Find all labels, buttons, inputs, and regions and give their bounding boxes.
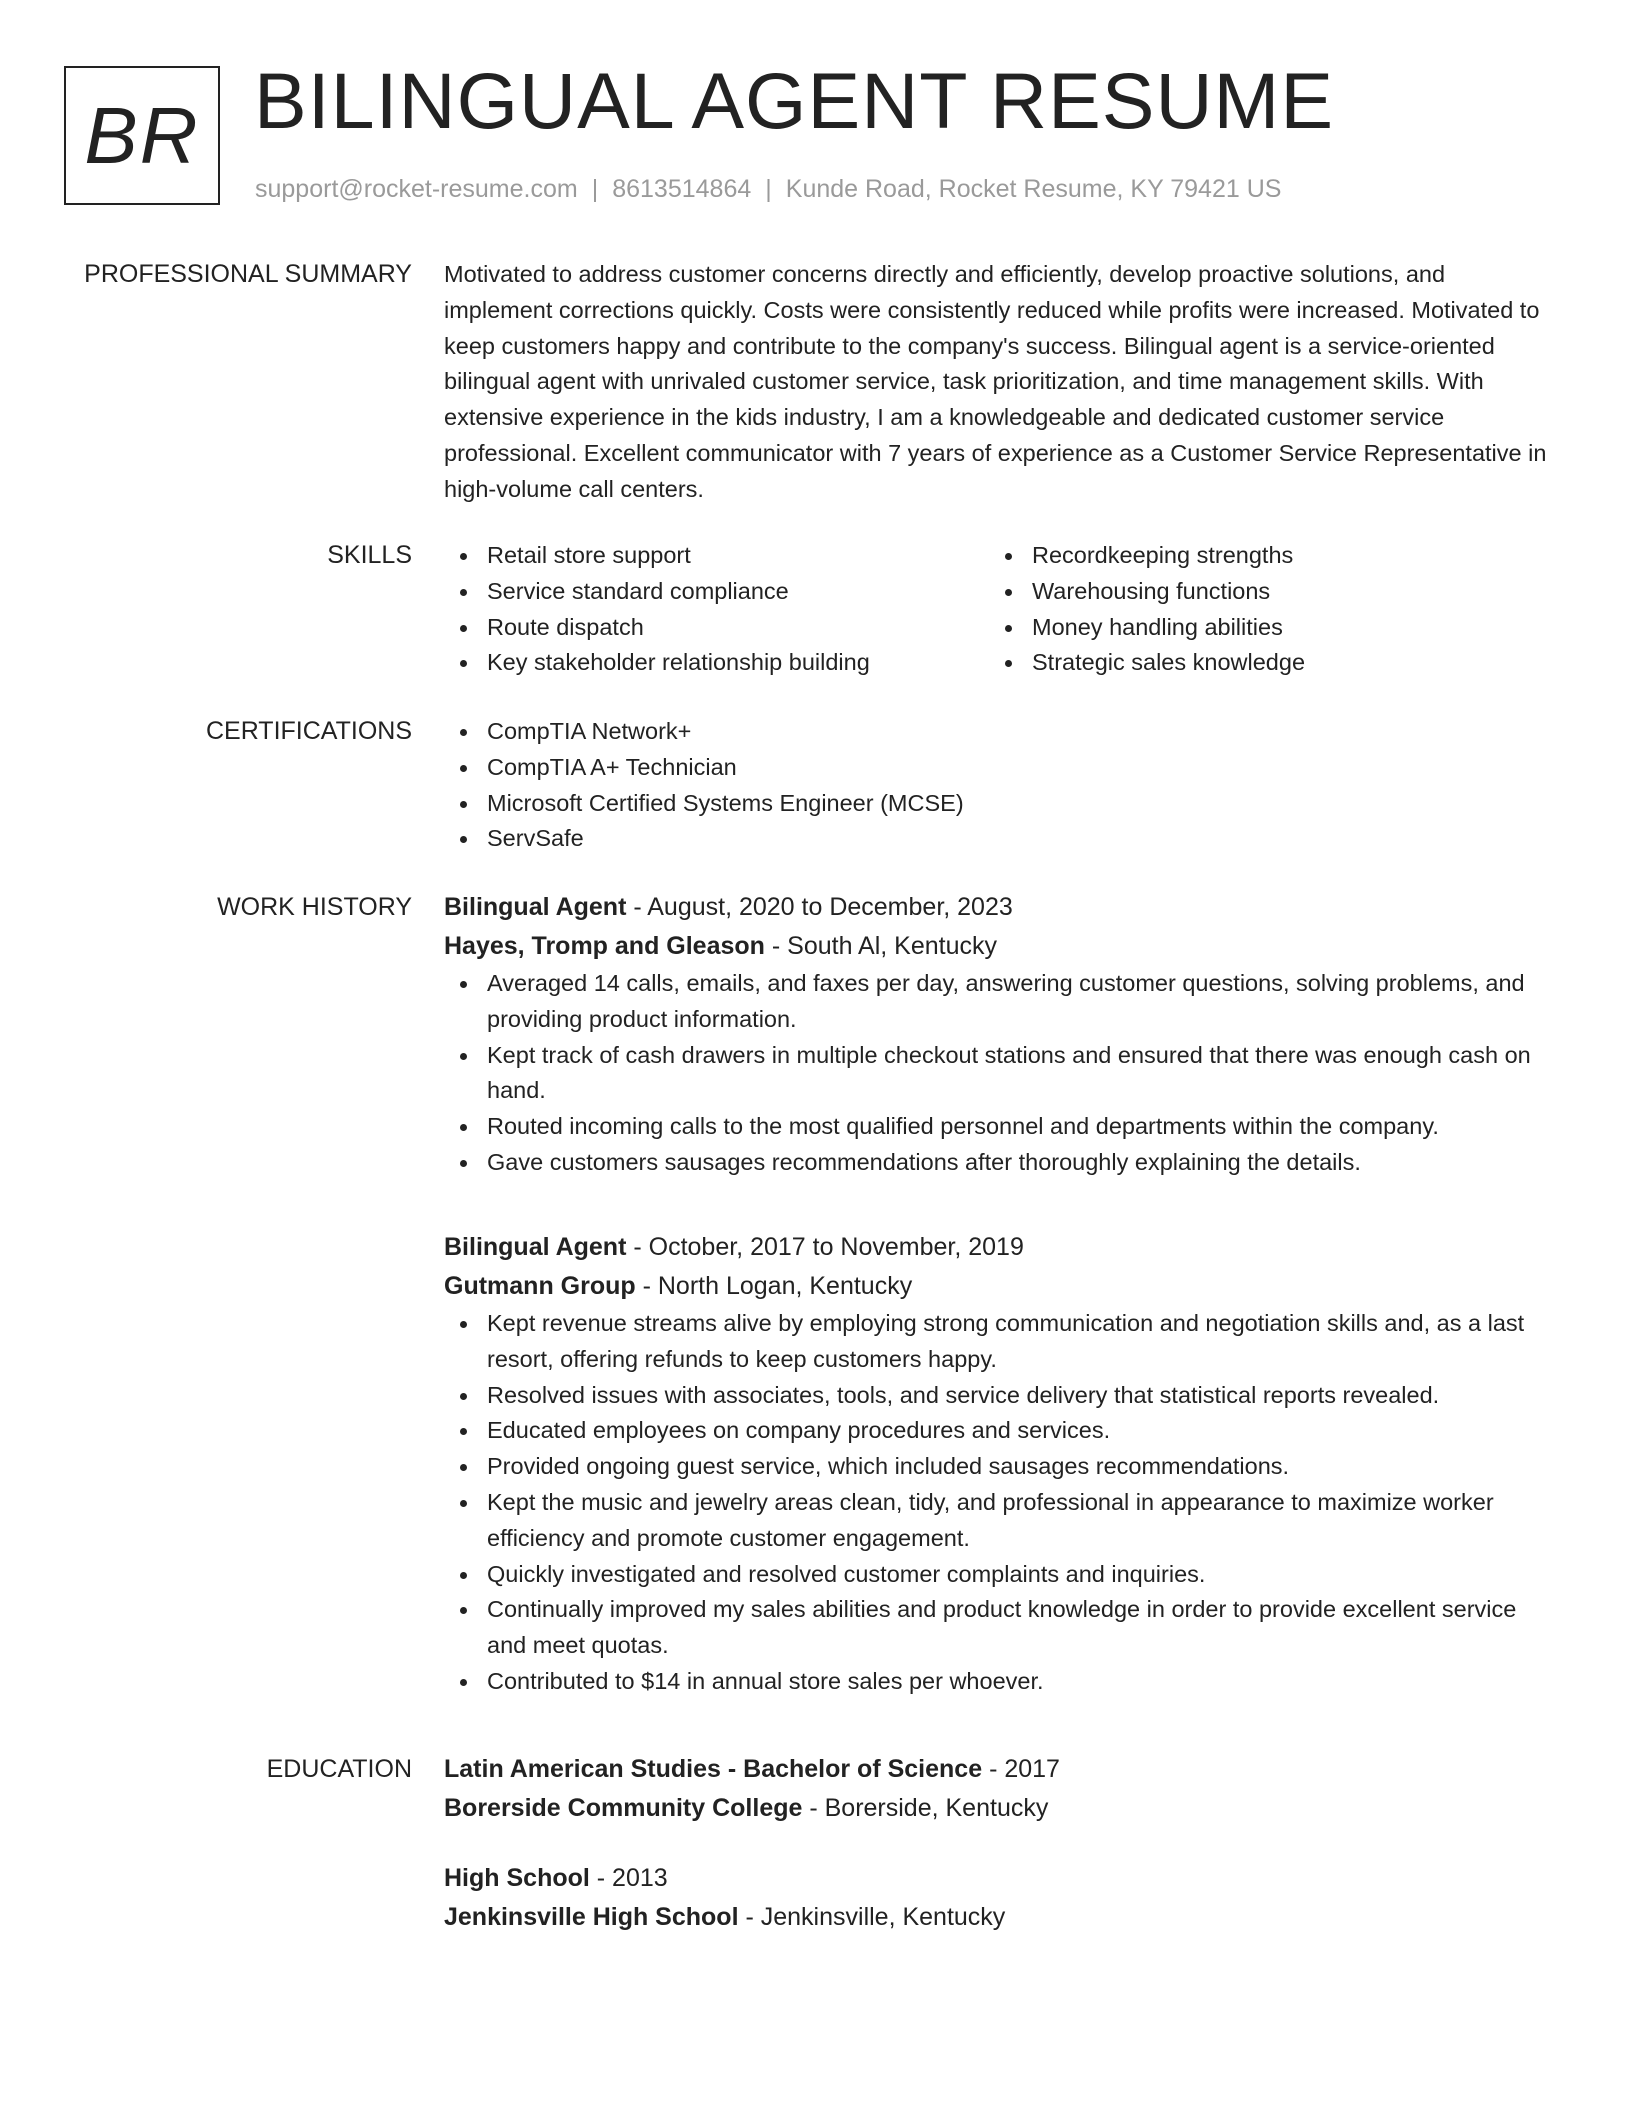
skill-item: Money handling abilities (989, 610, 1534, 646)
education-school-line (444, 1789, 1554, 1828)
education-year: - 2013 (589, 1864, 668, 1892)
resume-title: BILINGUAL AGENT RESUME (254, 56, 1335, 145)
job-bullet: Continually improved my sales abilities and product knowledge in order to provide excellent service and meet quotas. (444, 1592, 1554, 1664)
education-degree-line (444, 1859, 1554, 1898)
certification-item: ServSafe (444, 821, 1554, 857)
job-bullet: Contributed to $14 in annual store sales per whoever. (444, 1664, 1554, 1700)
section-label-summary: PROFESSIONAL SUMMARY (84, 260, 412, 288)
education-degree: Latin American Studies - Bachelor of Science (444, 1755, 983, 1783)
job-title-line (444, 1228, 1554, 1267)
contact-separator: | (765, 175, 772, 203)
job-bullet: Averaged 14 calls, emails, and faxes per day, answering customer questions, solving problems, and providing product information. (444, 966, 1554, 1038)
certifications-body (444, 714, 1554, 857)
job-bullet: Resolved issues with associates, tools, and service delivery that statistical reports revealed. (444, 1378, 1554, 1414)
job-bullet: Gave customers sausages recommendations after thoroughly explaining the details. (444, 1145, 1554, 1181)
contact-email[interactable]: support@rocket-resume.com (255, 175, 578, 203)
skills-grid (444, 538, 1554, 681)
summary-text: Motivated to address customer concerns directly and efficiently, develop proactive solutions, and implement corrections quickly. Costs were consistently reduced while profits were increased. Motivated to keep customers happy and contribute to the company's success. Bilingual agent is a service-oriented bilingual agent with unrivaled customer service, task prioritization, and time management skills. With extensive experience in the kids industry, I am a knowledgeable and dedicated customer service professional. Excellent communicator with 7 years of experience as a Customer Service Representative in high-volume call centers. (444, 261, 1547, 502)
contact-address: Kunde Road, Rocket Resume, KY 79421 US (785, 175, 1282, 203)
job-company: Gutmann Group (444, 1272, 636, 1300)
education-degree-line (444, 1750, 1554, 1789)
job-title-line (444, 888, 1554, 927)
section-label-certifications: CERTIFICATIONS (205, 717, 412, 745)
skills-list-right (989, 538, 1534, 681)
skill-item: Strategic sales knowledge (989, 645, 1534, 681)
job-bullet: Provided ongoing guest service, which included sausages recommendations. (444, 1449, 1554, 1485)
job-bullet: Educated employees on company procedures and services. (444, 1413, 1554, 1449)
skill-item: Warehousing functions (989, 574, 1534, 610)
education-year: - 2017 (982, 1755, 1060, 1783)
job-company-line (444, 927, 1554, 966)
contact-phone[interactable]: 8613514864 (612, 175, 752, 203)
certification-item: CompTIA Network+ (444, 714, 1554, 750)
skill-item: Route dispatch (444, 610, 989, 646)
certification-item: CompTIA A+ Technician (444, 750, 1554, 786)
certification-item: Microsoft Certified Systems Engineer (MCSE) (444, 786, 1554, 822)
job-title: Bilingual Agent (444, 893, 627, 921)
skill-item: Retail store support (444, 538, 989, 574)
job-bullet: Kept the music and jewelry areas clean, tidy, and professional in appearance to maximize worker efficiency and promote customer engagement. (444, 1485, 1554, 1557)
monogram-initials: BR (84, 90, 200, 180)
monogram-badge (64, 66, 220, 205)
job-entry (444, 888, 1554, 1181)
section-label-education: EDUCATION (266, 1755, 412, 1783)
job-bullet: Quickly investigated and resolved customer complaints and inquiries. (444, 1557, 1554, 1593)
job-bullets (444, 966, 1554, 1181)
job-title: Bilingual Agent (444, 1233, 627, 1261)
job-bullet: Kept track of cash drawers in multiple checkout stations and ensured that there was enough cash on hand. (444, 1038, 1554, 1110)
education-school: Borerside Community College (444, 1794, 803, 1822)
contact-line (255, 172, 1281, 206)
job-bullet: Kept revenue streams alive by employing strong communication and negotiation skills and, as a last resort, offering refunds to keep customers happy. (444, 1306, 1554, 1378)
certifications-list (444, 714, 1554, 857)
section-label-skills: SKILLS (327, 541, 412, 569)
skill-item: Key stakeholder relationship building (444, 645, 989, 681)
skill-item: Recordkeeping strengths (989, 538, 1534, 574)
skill-item: Service standard compliance (444, 574, 989, 610)
job-dates: - October, 2017 to November, 2019 (626, 1233, 1024, 1261)
job-bullets (444, 1306, 1554, 1700)
job-bullet: Routed incoming calls to the most qualified personnel and departments within the company. (444, 1109, 1554, 1145)
job-dates: - August, 2020 to December, 2023 (626, 893, 1013, 921)
job-entry (444, 1228, 1554, 1700)
education-degree: High School (444, 1864, 590, 1892)
skills-list-left (444, 538, 989, 681)
job-company-line (444, 1267, 1554, 1306)
education-location: - Borerside, Kentucky (802, 1794, 1049, 1822)
job-company: Hayes, Tromp and Gleason (444, 932, 765, 960)
education-entry (444, 1859, 1554, 1937)
education-location: - Jenkinsville, Kentucky (738, 1903, 1006, 1931)
section-label-work-history: WORK HISTORY (217, 893, 412, 921)
education-school-line (444, 1898, 1554, 1937)
job-location: - North Logan, Kentucky (635, 1272, 913, 1300)
job-location: - South Al, Kentucky (764, 932, 998, 960)
education-school: Jenkinsville High School (444, 1903, 739, 1931)
contact-separator: | (591, 175, 599, 203)
education-entry (444, 1750, 1554, 1828)
